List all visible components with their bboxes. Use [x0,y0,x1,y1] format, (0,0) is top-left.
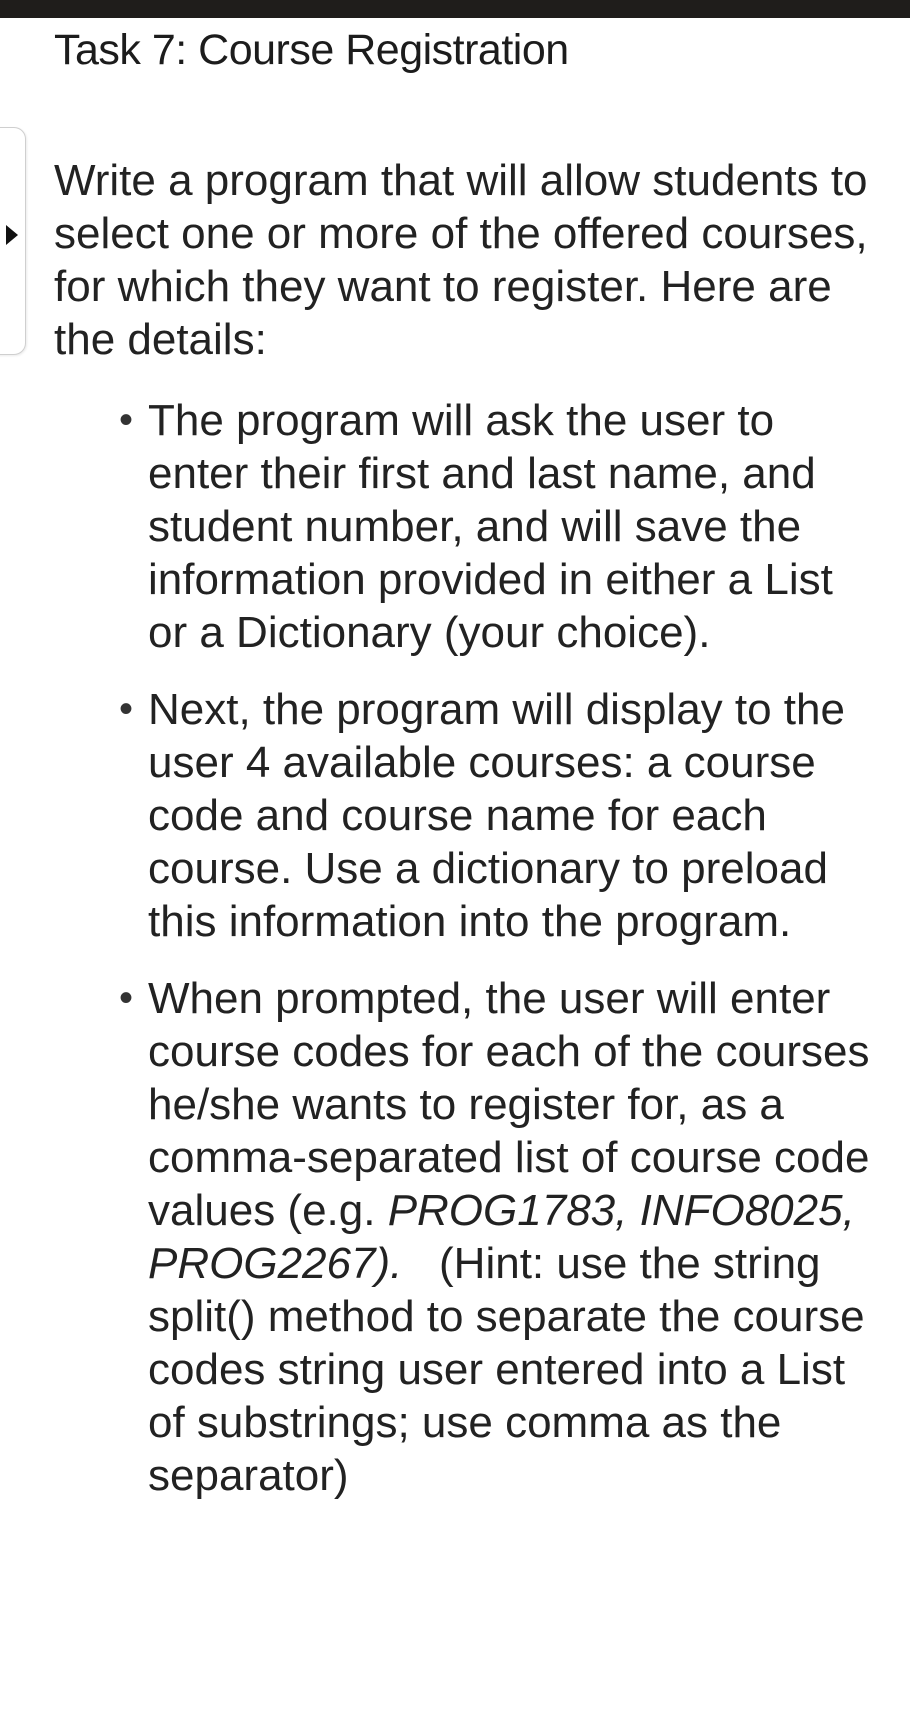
list-item-text [148,974,877,1500]
intro-paragraph: Write a program that will allow students to select one or more of the offered courses, for which they want to register. Here are the details: [54,156,868,364]
list-item [119,394,883,659]
caret-right-icon[interactable] [6,225,18,245]
list-item-text: Next, the program will display to the user 4 available courses: a course code and course name for each course. Use a dictionary to preload this information into the program. [148,685,845,946]
top-bar [0,0,910,18]
bullet-icon: • [119,398,134,442]
list-item-text: The program will ask the user to enter their first and last name, and student number, and will save the information provided in either a List or a Dictionary (your choice). [148,396,833,657]
example-course-codes: PROG1783, INFO8025, PROG2267). [148,1186,855,1288]
hint-text: (Hint: use the string split() method to separate the course codes string user entered into a List of substrings; use comma as the separator) [148,1239,877,1500]
list-item [119,683,883,948]
bullet-icon: • [119,687,134,731]
bullet-icon: • [119,976,134,1020]
page-title: Task 7: Course Registration [54,26,569,74]
details-list [119,394,883,1526]
list-item-text-part: When prompted, the user will enter course codes for each of the courses he/she wants to register for, as a comma-separated list of course code values (e.g. [148,974,870,1235]
list-item [119,972,883,1502]
